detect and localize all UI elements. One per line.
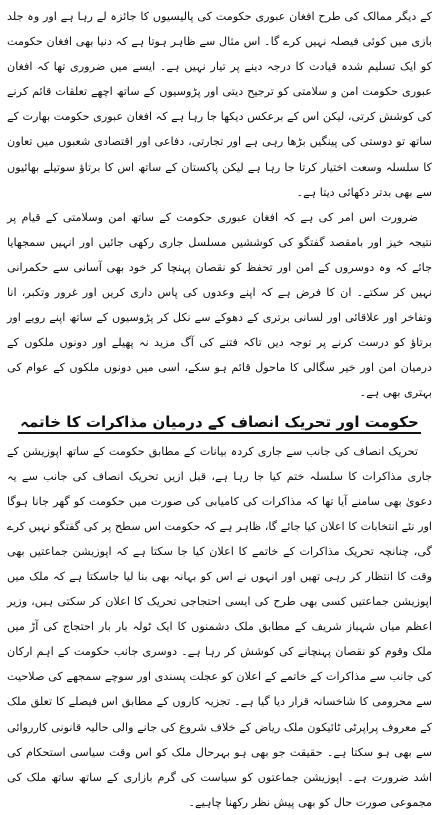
- paragraph-negotiations: تحریک انصاف کی جانب سے جاری کردہ بیانات کے مطابق حکومت کے ساتھ اپوزیشن کے جاری مذاکرات کا سلسلہ ختم کیا جا رہا ہے، قبل ازیں تحریک انصاف کی جانب سے یہ دعویٰ بھی سامنے آیا تھا کہ مذاکرات کی کامیابی کی صورت میں حکومت کو گھر جانا ہوگا اور نئے انتخابات کا اعلان کیا جائے گا، ظاہر ہے کہ حکومت اس سطح پر کی گفتگو نہیں کرے گی، چنانچہ تحریک مذاکرات کے خاتمے کا اعلان کیا جا سکتا ہے کہ اپوزیشن جماعتیں بھی وقت کا انتظار کر رہی تھیں اور انہوں نے اس کو بہانہ بھی بنا لیا جاسکتا ہے کہ ملک میں اپوزیشن جماعتیں کسی بھی طرح کی ایسی احتجاجی تحریک کا اعلان کر سکتی ہیں، وزیر اعظم میاں شہباز شریف کے مطابق ملک دشمنوں کا ایک ٹولہ بار بار احتجاج کی آڑ میں ملک وقوم کو نقصان پہنچانے کی کوشش کر رہا ہے۔ دوسری جانب حکومت کے اہم ارکان کی جانب سے مذاکرات کے خاتمے کے اعلان کو عجلت پسندی اور سوچے سمجھے کی صلاحیت سے محرومی کا شاخسانہ قرار دیا گیا ہے۔ تجزیہ کاروں کے مطابق اس فیصلے کا تعلق ملک کے معروف پراپرٹی ٹائیکون ملک ریاض کے خلاف شروع کی جانے والی حالیہ قانونی کارروائی سے بھی ہو سکتا ہے۔ حقیقت جو بھی ہو بہرحال ملک کو اس وقت سیاسی استحکام کی اشد ضرورت ہے۔ اپوزیشن جماعتوں کو سیاست کی گرم بازاری کے ساتھ ساتھ ملک کی مجموعی صورت حال کو بھی پیش نظر رکھنا چاہیے۔: [7, 444, 432, 809]
- section-heading-text: حکومت اور تحریک انصاف کے درمیان مذاکرات کا خاتمہ: [18, 413, 421, 434]
- paragraph-peace-dialogue: ضرورت اس امر کی ہے کہ افغان عبوری حکومت کے ساتھ امن وسلامتی کے قیام پر نتیجہ خیز اور بامقصد گفتگو کی کوششیں مسلسل جاری رکھی جائیں اور انہیں سمجھایا جائے کہ وہ دوسروں کے امن اور تحفظ کو نقصان پہنچا کر خود بھی آسانی سے حکمرانی نہیں کر سکتے۔ ان کا فرض ہے کہ اپنے وعدوں کی پاس داری کریں اور غرور وتکبر، انا وتفاخر اور علاقائی اور لسانی برتری کے دھوکے سے نکل کر پڑوسیوں کے ساتھ اپنے رویے اور برتاؤ کو درست کرنے پر توجہ دیں تاکہ فتنے کی آگ مزید نہ پھیلے اور دونوں ملکوں کے درمیان امن اور خیر سگالی کا ماحول قائم ہو سکے، اسی میں دونوں ملکوں کے عوام کی بہتری بھی ہے۔: [7, 210, 432, 400]
- section-heading: [7, 409, 432, 435]
- paragraph-afghan-policy: کے دیگر ممالک کی طرح افغان عبوری حکومت کی پالیسیوں کا جائزہ لے رہا ہے اور وہ جلد بازی میں کوئی فیصلہ نہیں کرے گا۔ اس مثال سے ظاہر ہوتا ہے کہ دنیا بھی افغان حکومت کو ایک تسلیم شدہ قیادت کا درجہ دینے پر تیار نہیں ہے۔ ایسے میں ضروری تھا کہ افغان عبوری حکومت امن و سلامتی کو ترجیح دیتی اور پڑوسیوں کے ساتھ اچھے تعلقات قائم کرنے کی کوشش کرتی، لیکن اس کے برعکس دیکھا جا رہا ہے کہ افغان عبوری حکومت بھارت کے ساتھ تو دوستی کی پینگیں بڑھا رہی ہے اور تجارتی، دفاعی اور اقتصادی شعبوں میں تعاون کا سلسلہ وسعت اختیار کرتا جا رہا ہے لیکن پاکستان کے ساتھ اس کا برتاؤ سوتیلے بھائیوں سے بھی بدتر دکھائی دیتا ہے۔: [7, 10, 432, 199]
